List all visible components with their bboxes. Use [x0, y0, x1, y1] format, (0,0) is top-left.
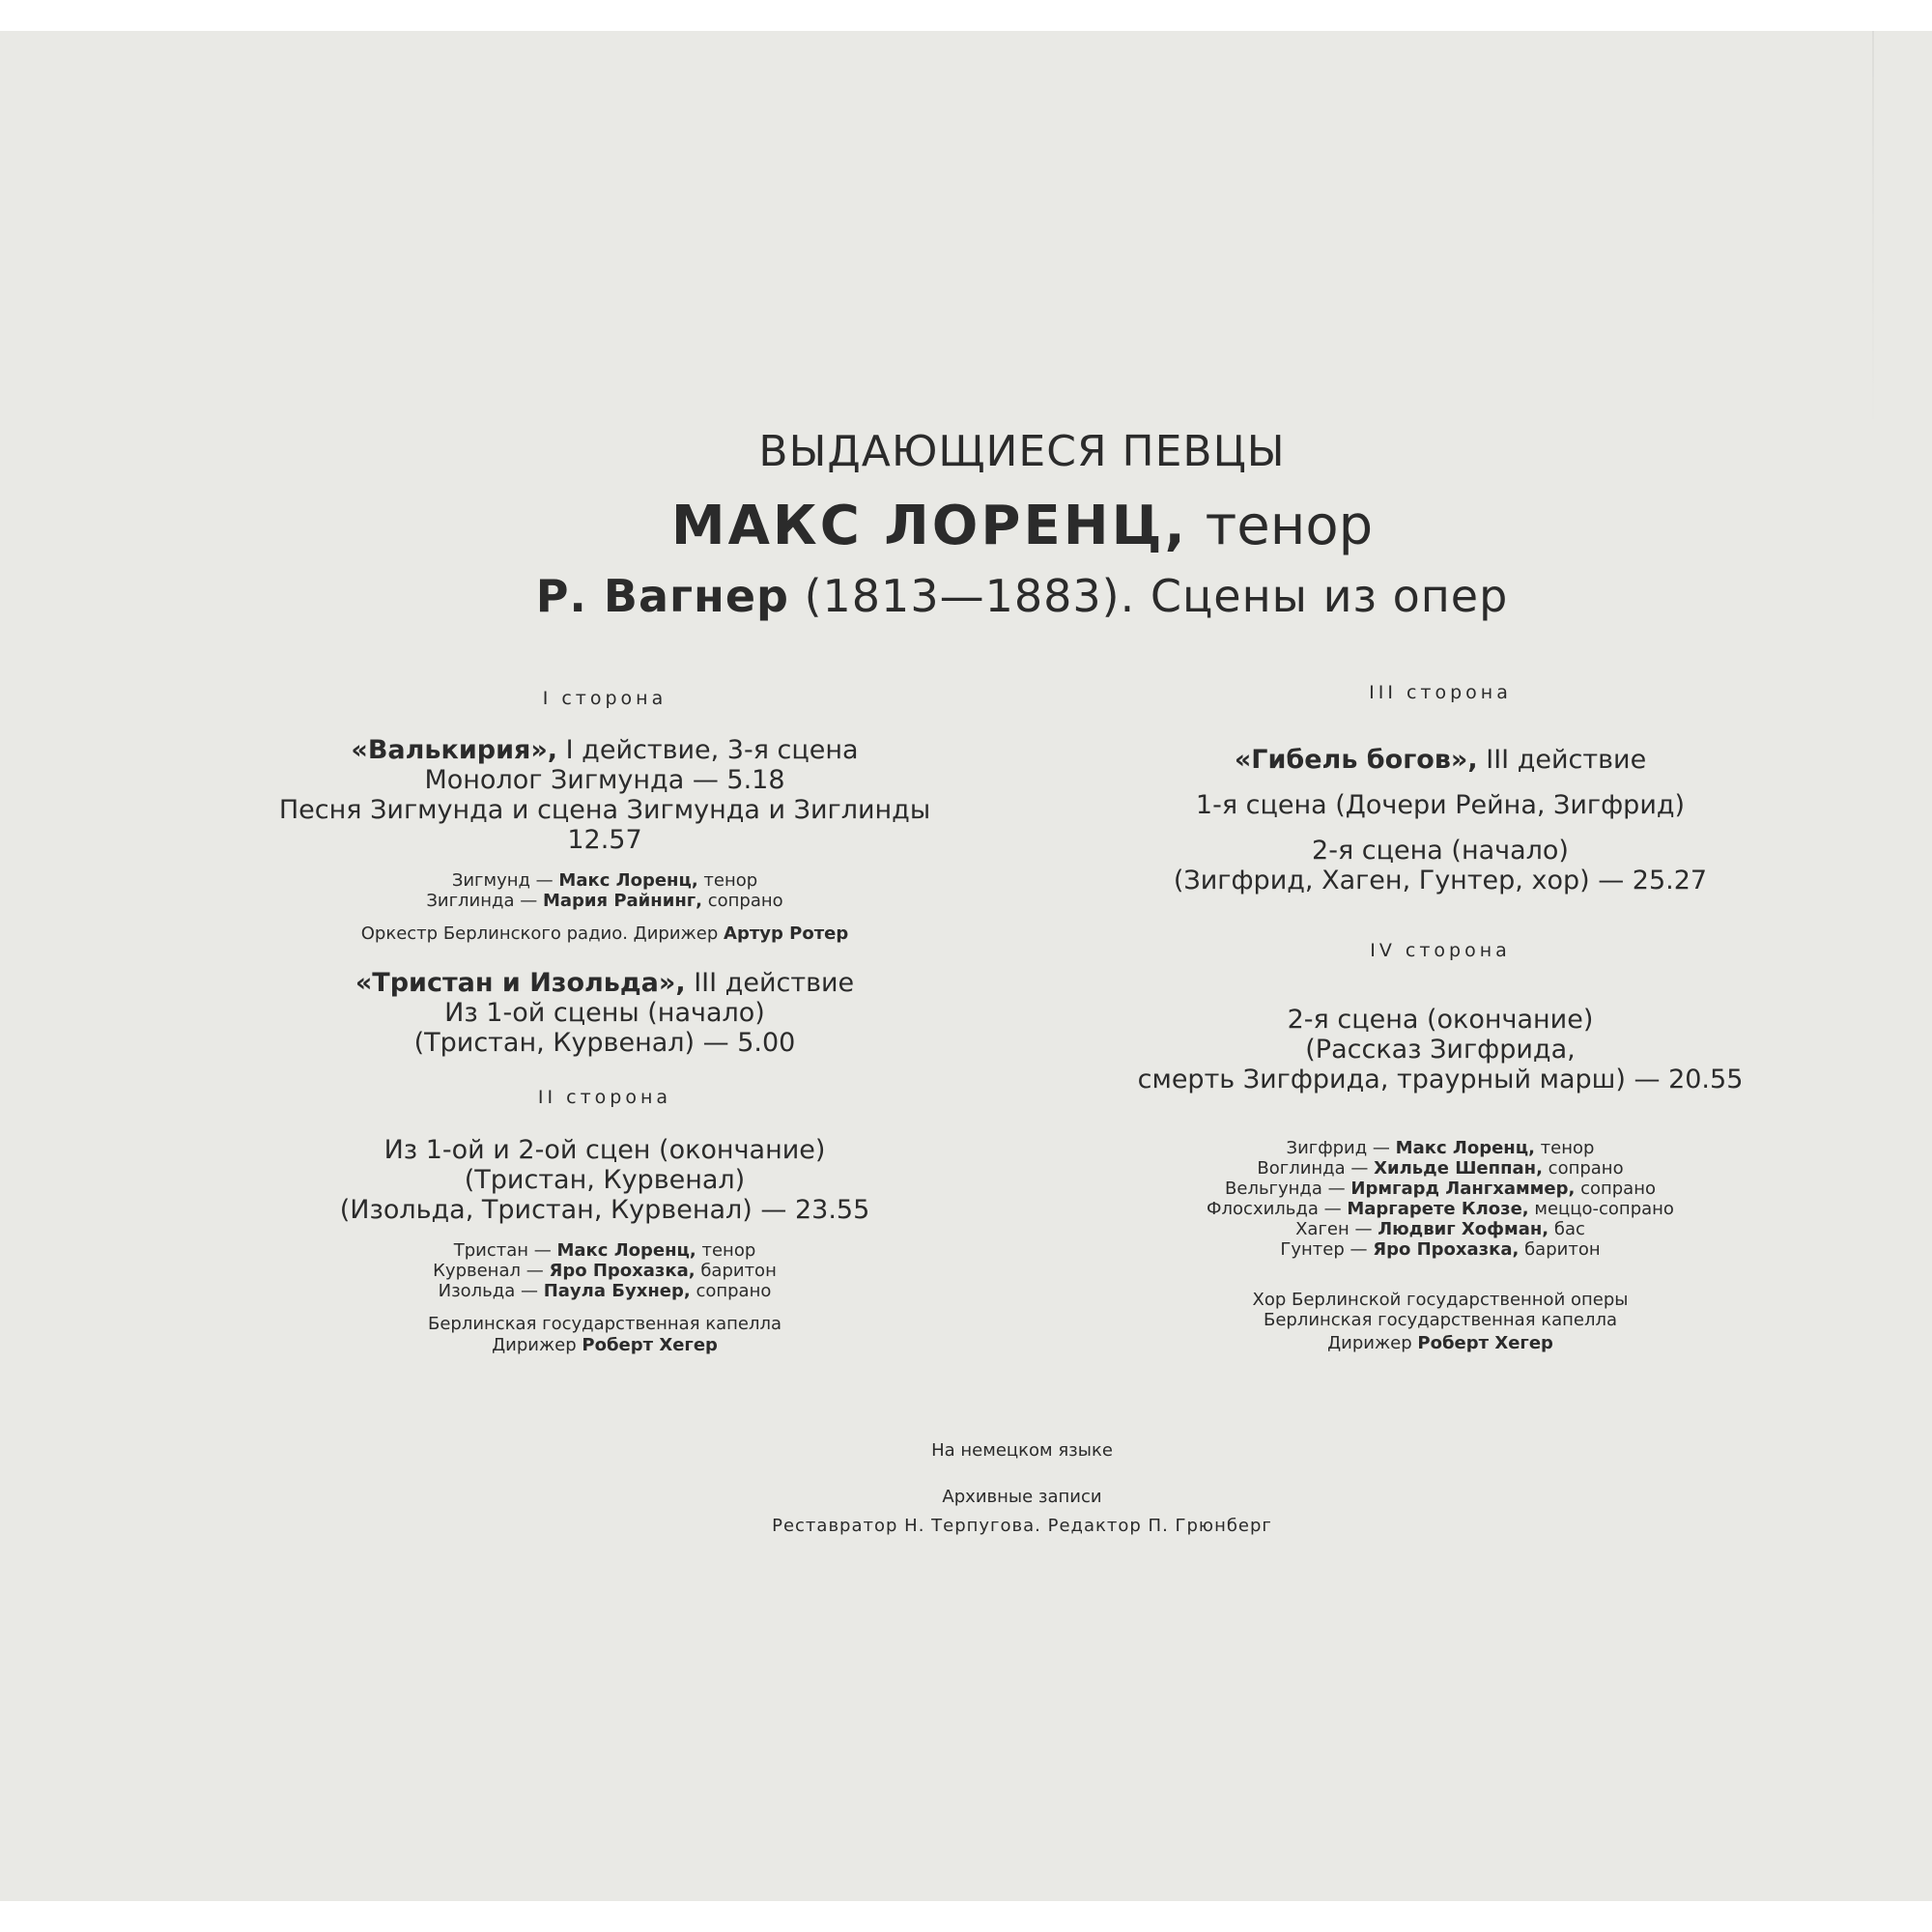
cast-role: Тристан —: [453, 1240, 552, 1261]
archive-note: Архивные записи: [942, 1487, 1102, 1507]
cast-voice: тенор: [701, 1240, 756, 1261]
cast-line: [242, 870, 968, 891]
cast-role: Воглинда —: [1257, 1158, 1369, 1179]
orchestra-line: [242, 923, 968, 944]
language-note: На немецком языке: [931, 1440, 1113, 1461]
cast-voice: бас: [1553, 1219, 1585, 1239]
side-4-label: IV сторона: [1370, 940, 1511, 961]
track-duration: 12.57: [567, 825, 642, 855]
cast-name: Макс Лоренц,: [558, 870, 698, 891]
composer-heading: [0, 570, 1932, 622]
cast-line: [1099, 1219, 1781, 1239]
conductor-label: Дирижер: [1327, 1333, 1412, 1353]
opera-title: «Гибель богов»,: [1234, 745, 1478, 775]
cast-voice: сопрано: [707, 891, 783, 911]
track-line: Из 1-ой сцены (начало): [444, 998, 765, 1028]
opera-title: «Валькирия»,: [351, 735, 558, 765]
cast-voice: сопрано: [1548, 1158, 1624, 1179]
cast-name: Маргарете Клозе,: [1347, 1199, 1529, 1219]
cast-line: [242, 891, 968, 911]
cast-role: Курвенал —: [433, 1261, 544, 1281]
side-1-opera-1-heading: [242, 735, 968, 765]
track-line: 2-я сцена (начало): [1312, 836, 1569, 866]
singer-voice: тенор: [1205, 495, 1374, 557]
cast-voice: баритон: [700, 1261, 777, 1281]
track-line: 2-я сцена (окончание): [1287, 1005, 1594, 1035]
cast-line: [1099, 1158, 1781, 1179]
cast-line: [242, 1281, 968, 1301]
cast-line: [1099, 1239, 1781, 1260]
credits-line: Реставратор Н. Терпугова. Редактор П. Грюнберг: [772, 1516, 1272, 1536]
conductor-line: [1099, 1333, 1781, 1353]
cast-role: Зигмунд —: [451, 870, 554, 891]
track-line: смерть Зигфрида, траурный марш) — 20.55: [1137, 1065, 1744, 1094]
side-1-label: I сторона: [542, 688, 668, 709]
choir-line: Хор Берлинской государственной оперы: [1252, 1290, 1629, 1310]
conductor-name: Артур Ротер: [724, 923, 849, 944]
record-sleeve: [0, 31, 1932, 1901]
cast-line: [242, 1240, 968, 1261]
cast-role: Гунтер —: [1280, 1239, 1368, 1260]
series-title: ВЫДАЮЩИЕСЯ ПЕВЦЫ: [758, 427, 1286, 476]
cast-name: Ирмгард Лангхаммер,: [1350, 1179, 1576, 1199]
singer-name: МАКС ЛОРЕНЦ,: [670, 495, 1188, 557]
side-2-label: II сторона: [537, 1087, 672, 1108]
cast-role: Флосхильда —: [1207, 1199, 1342, 1219]
track-line: (Рассказ Зигфрида,: [1305, 1035, 1576, 1065]
cast-line: [1099, 1138, 1781, 1158]
track-line: (Тристан, Курвенал): [464, 1165, 746, 1195]
track-line: (Зигфрид, Хаген, Гунтер, хор) — 25.27: [1173, 866, 1708, 895]
cast-name: Макс Лоренц,: [556, 1240, 696, 1261]
track-line: Из 1-ой и 2-ой сцен (окончание): [384, 1135, 826, 1165]
cast-voice: баритон: [1524, 1239, 1601, 1260]
track-line: (Изольда, Тристан, Курвенал) — 23.55: [339, 1195, 870, 1225]
side-3-label: III сторона: [1369, 682, 1512, 703]
cast-voice: сопрано: [696, 1281, 772, 1301]
cast-line: [242, 1261, 968, 1281]
track-line: Монолог Зигмунда — 5.18: [424, 765, 785, 795]
cast-name: Макс Лоренц,: [1395, 1138, 1535, 1158]
cast-role: Изольда —: [438, 1281, 538, 1301]
cast-voice: меццо-сопрано: [1534, 1199, 1674, 1219]
ensemble-line: Берлинская государственная капелла: [427, 1314, 782, 1334]
cast-line: [1099, 1199, 1781, 1219]
opera-act: I действие, 3-я сцена: [565, 735, 859, 765]
cast-role: Зиглинда —: [426, 891, 538, 911]
orchestra-text: Оркестр Берлинского радио. Дирижер: [360, 923, 719, 944]
cast-name: Мария Райнинг,: [542, 891, 702, 911]
conductor-name: Роберт Хегер: [582, 1335, 718, 1355]
cast-name: Яро Прохазка,: [549, 1261, 696, 1281]
cast-line: [1099, 1179, 1781, 1199]
composer-subtitle: (1813—1883). Сцены из опер: [804, 570, 1509, 622]
opera-act: III действие: [1486, 745, 1647, 775]
cast-role: Вельгунда —: [1225, 1179, 1346, 1199]
conductor-line: [242, 1335, 968, 1355]
cast-name: Людвиг Хофман,: [1378, 1219, 1549, 1239]
ensemble-line: Берлинская государственная капелла: [1263, 1310, 1618, 1330]
side-3-opera-heading: [1099, 745, 1781, 775]
side-1-opera-2-heading: [242, 968, 968, 998]
cast-role: Зигфрид —: [1286, 1138, 1390, 1158]
composer-name: Р. Вагнер: [535, 570, 789, 622]
track-line: (Тристан, Курвенал) — 5.00: [413, 1028, 796, 1058]
conductor-name: Роберт Хегер: [1417, 1333, 1553, 1353]
cast-voice: сопрано: [1580, 1179, 1656, 1199]
opera-act: III действие: [694, 968, 855, 998]
opera-title: «Тристан и Изольда»,: [355, 968, 686, 998]
singer-heading: [0, 495, 1932, 557]
cast-name: Хильде Шеппан,: [1374, 1158, 1543, 1179]
cast-voice: тенор: [703, 870, 758, 891]
cast-role: Хаген —: [1295, 1219, 1373, 1239]
track-line: 1-я сцена (Дочери Рейна, Зигфрид): [1195, 790, 1686, 820]
cast-name: Паула Бухнер,: [543, 1281, 691, 1301]
conductor-label: Дирижер: [492, 1335, 577, 1355]
cast-name: Яро Прохазка,: [1373, 1239, 1520, 1260]
cast-voice: тенор: [1540, 1138, 1595, 1158]
track-line: Песня Зигмунда и сцена Зигмунда и Зиглинды: [278, 795, 931, 825]
